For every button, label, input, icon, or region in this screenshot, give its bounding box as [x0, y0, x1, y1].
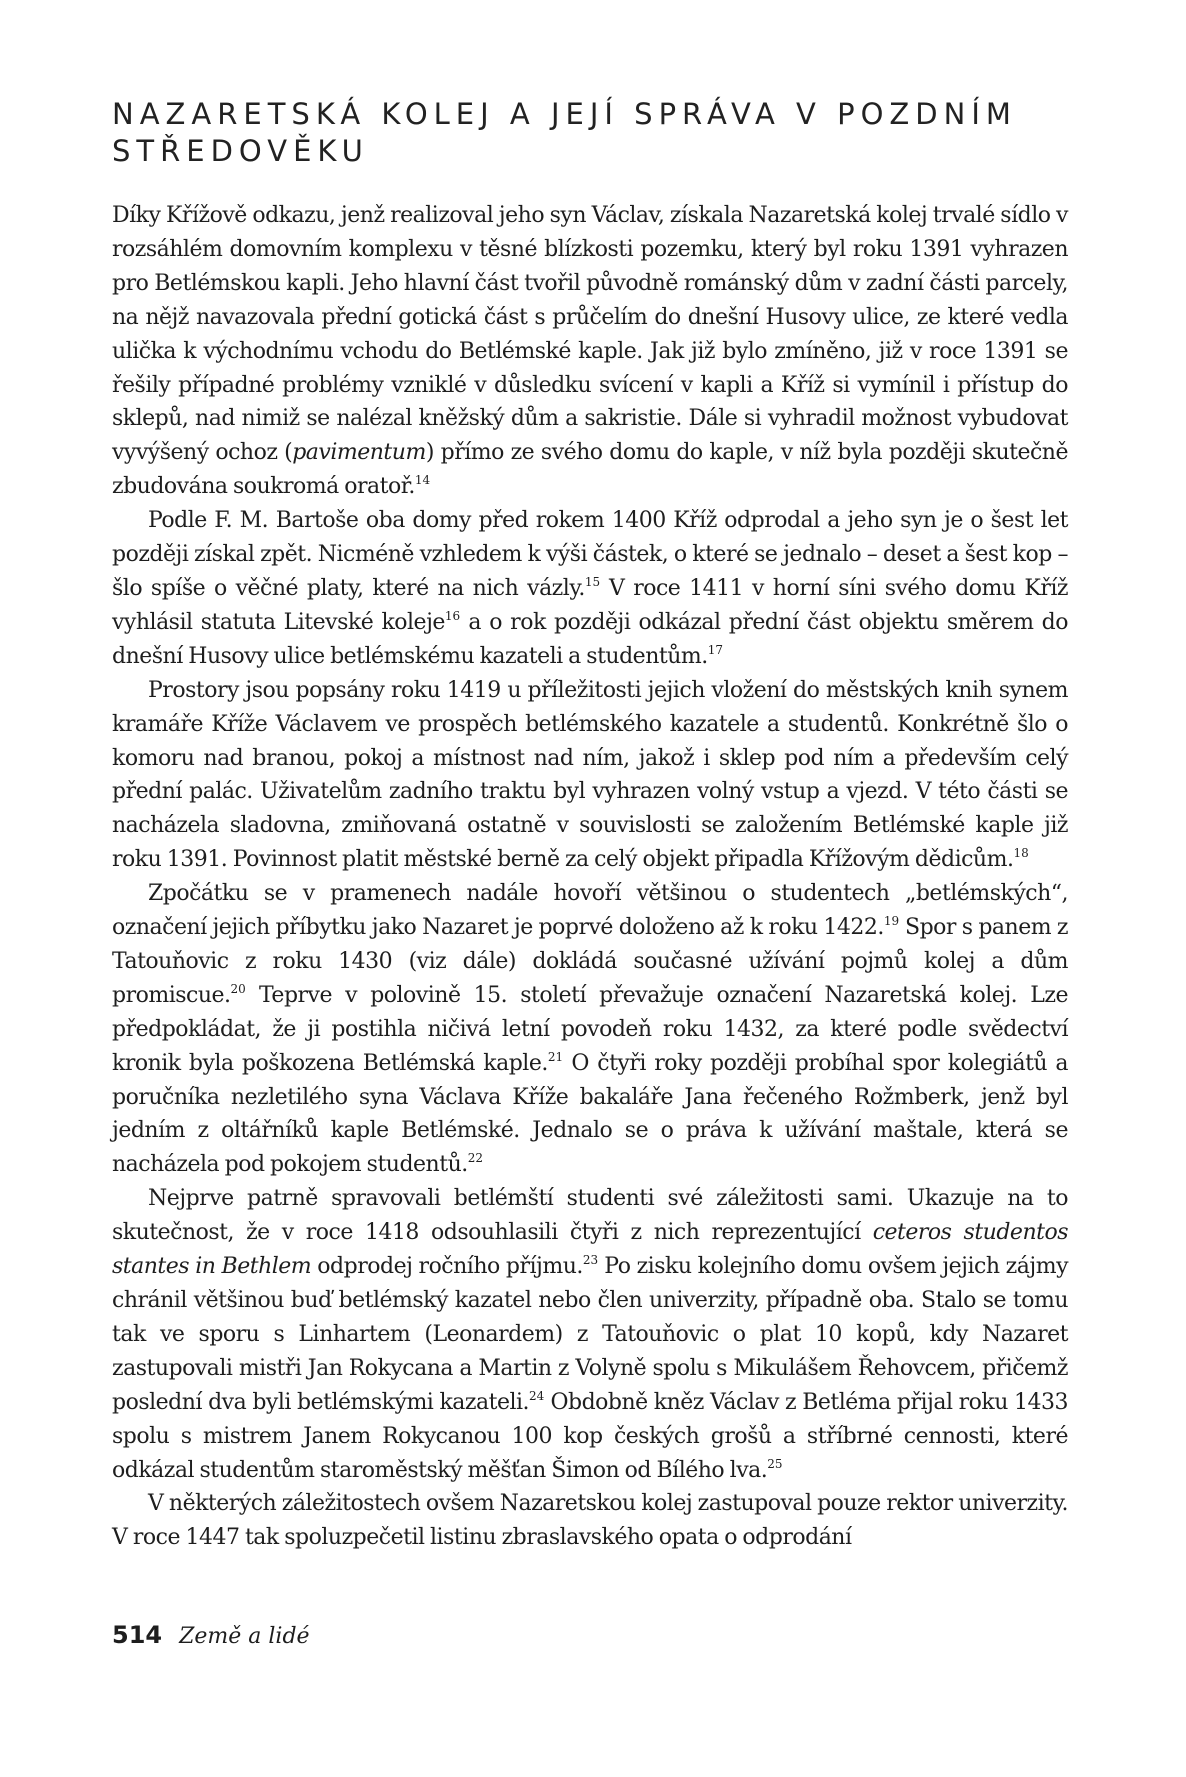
text-run: Prostory jsou popsány roku 1419 u příležitosti jejich vložení do městských knih synem kramáře Kříže Václavem ve prospěch betlémského kazatele a studentů. Konkrétně šlo o komoru nad branou, pokoj a místnost nad ním, jakož i sklep pod ním a především celý přední palác. Uživatelům zadního traktu byl vyhrazen volný vstup a vjezd. V této části se nacházela sladovna, zmiňovaná ostatně v souvislosti se založením Betlémské kaple již roku 1391. Povinnost platit městské berně za celý objekt připadla Křížovým dědicům. — [112, 677, 1068, 873]
text-run: a o rok později odkázal přední část objektu směrem do dnešní Husovy ulice betlémskému kazateli a studentům. — [112, 609, 1068, 669]
paragraph — [112, 1182, 1068, 1487]
journal-title: Země a lidé — [179, 1624, 310, 1649]
paragraph — [112, 504, 1068, 674]
footnote-ref: 19 — [883, 914, 900, 929]
footnote-ref: 14 — [414, 473, 431, 488]
body-text — [112, 199, 1068, 1555]
footnote-ref: 18 — [1013, 846, 1029, 861]
footnote-ref: 20 — [230, 981, 246, 996]
italic-text: ceteros studentos stantes in Bethlem — [112, 1220, 1068, 1280]
footnote-ref: 24 — [529, 1388, 545, 1403]
page-number: 514 — [112, 1621, 163, 1649]
text-run: ) přímo ze svého domu do kaple, v níž byla později skutečně zbudována soukromá oratoř. — [112, 440, 1068, 500]
text-run: Spor s panem z Tatouňovic z roku 1430 (viz dále) dokládá současné užívání pojmů kolej a dům promiscue. — [112, 915, 1068, 1008]
page-footer — [112, 1621, 310, 1649]
footnote-ref: 15 — [584, 574, 601, 589]
footnote-ref: 22 — [467, 1151, 484, 1166]
text-run: Teprve v polovině 15. století převažuje označení Nazaretská kolej. Lze předpokládat, že ji postihla ničivá letní povodeň roku 1432, za které podle svědectví kronik byla poškozena Betlémská kaple. — [112, 982, 1068, 1076]
footnote-ref: 16 — [444, 608, 461, 623]
text-run: V některých záležitostech ovšem Nazaretskou kolej zastupoval pouze rektor univerzity. V roce 1447 tak spoluzpečetil listinu zbraslavského opata o odprodání — [112, 1491, 1068, 1551]
chapter-heading — [112, 96, 1072, 170]
paragraph — [112, 674, 1068, 877]
paragraph — [112, 877, 1068, 1182]
text-run: O čtyři roky později probíhal spor kolegiátů a poručníka nezletilého syna Václava Kříže bakaláře Jana řečeného Rožmberk, jenž byl jedním z oltářníků kaple Betlémské. Jednalo se o práva k užívání maštale, která se nacházela pod pokojem studentů. — [112, 1050, 1068, 1178]
footnote-ref: 21 — [547, 1049, 564, 1064]
text-run: Podle F. M. Bartoše oba domy před rokem 1400 Kříž odprodal a jeho syn je o šest let později získal zpět. Nicméně vzhledem k výši částek, o které se jednalo – deset a šest kop – šlo spíše o věčné platy, které na nich vázly. — [112, 508, 1068, 601]
text-run: Díky Křížově odkazu, jenž realizoval jeho syn Václav, získala Nazaretská kolej trvalé sídlo v rozsáhlém domovním komplexu v těsné blízkosti pozemku, který byl roku 1391 vyhrazen pro Betlémskou kapli. Jeho hlavní část tvořil původně románský dům v zadní části parcely, na nějž navazovala přední gotická část s průčelím do dnešní Husovy ulice, ze které vedla ulička k východnímu vchodu do Betlémské kaple. Jak již bylo zmíněno, již v roce 1391 se řešily případné problémy vzniklé v důsledku svícení v kapli a Kříž si vymínil i přístup do sklepů, nad nimiž se nalézal kněžský dům a sakristie. Dále si vyhradil možnost vybudovat vyvýšený ochoz ( — [112, 203, 1068, 466]
text-run: Zpočátku se v pramenech nadále hovoří většinou o studentech „betlémských“, označení jejich příbytku jako Nazaret je poprvé doloženo až k roku 1422. — [112, 881, 1068, 941]
chapter-heading-line-1: NAZARETSKÁ KOLEJ A JEJÍ SPRÁVA V POZDNÍM — [112, 97, 1017, 131]
italic-text: pavimentum — [292, 440, 426, 466]
chapter-heading-line-2: STŘEDOVĚKU — [112, 134, 369, 168]
footnote-ref: 17 — [707, 642, 724, 657]
footnote-ref: 23 — [582, 1253, 599, 1268]
text-run: Nejprve patrně spravovali betlémští studenti své záležitosti sami. Ukazuje na to skutečnost, že v roce 1418 odsouhlasili čtyři z nich reprezentující — [112, 1186, 1068, 1246]
text-run: Obdobně kněz Václav z Betléma přijal roku 1433 spolu s mistrem Janem Rokycanou 100 kop českých grošů a stříbrné cennosti, které odkázal studentům staroměstský měšťan Šimon od Bílého lva. — [112, 1389, 1068, 1483]
text-run: V roce 1411 v horní síni svého domu Kříž vyhlásil statuta Litevské koleje — [112, 575, 1068, 635]
footnote-ref: 25 — [767, 1456, 783, 1471]
paragraph — [112, 199, 1068, 504]
text-run: Po zisku kolejního domu ovšem jejich zájmy chránil většinou buď betlémský kazatel nebo člen univerzity, případně oba. Stalo se tomu tak ve sporu s Linhartem (Leonardem) z Tatouňovic o plat 10 kopů, kdy Nazaret zastupovali mistři Jan Rokycana a Martin z Volyně spolu s Mikulášem Řehovcem, přičemž poslední dva byli betlémskými kazateli. — [112, 1254, 1068, 1415]
text-run: odprodej ročního příjmu. — [311, 1254, 583, 1280]
paragraph — [112, 1487, 1068, 1555]
